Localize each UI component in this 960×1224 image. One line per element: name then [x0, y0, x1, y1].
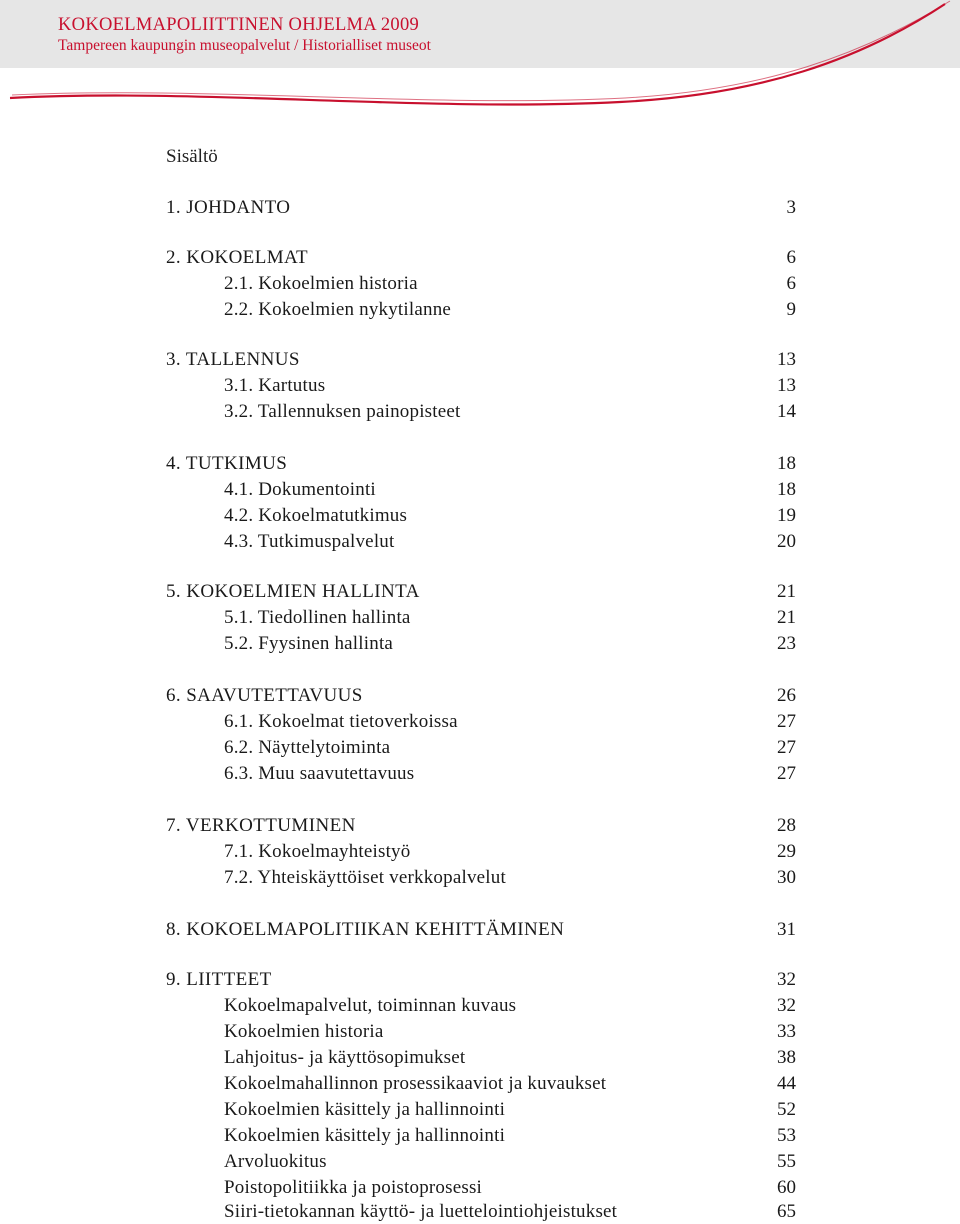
toc-entry-label: Kokoelmapalvelut, toiminnan kuvaus — [224, 995, 517, 1016]
toc-entry[interactable] — [166, 994, 796, 1018]
toc-entry[interactable] — [166, 1200, 796, 1224]
toc-entry-page: 3 — [786, 197, 796, 218]
toc-entry[interactable] — [166, 400, 796, 424]
toc-entry-label: 1. JOHDANTO — [166, 197, 291, 218]
toc-entry-page: 60 — [777, 1177, 796, 1198]
toc-entry[interactable] — [166, 530, 796, 554]
toc-entry-page: 21 — [777, 607, 796, 628]
toc-entry[interactable] — [166, 968, 796, 992]
toc-entry-label: 7.2. Yhteiskäyttöiset verkkopalvelut — [224, 867, 506, 888]
toc-entry-page: 65 — [777, 1201, 796, 1222]
toc-entry[interactable] — [166, 374, 796, 398]
toc-entry-label: 6.2. Näyttelytoiminta — [224, 737, 391, 758]
toc-entry-label: 6.1. Kokoelmat tietoverkoissa — [224, 711, 458, 732]
toc-entry-page: 21 — [777, 581, 796, 602]
toc-entry[interactable] — [166, 348, 796, 372]
toc-entry-label: Arvoluokitus — [224, 1151, 327, 1172]
toc-entry-page: 27 — [777, 737, 796, 758]
toc-entry-label: 9. LIITTEET — [166, 969, 272, 990]
toc-entry[interactable] — [166, 1124, 796, 1148]
toc-entry-label: 5. KOKOELMIEN HALLINTA — [166, 581, 420, 602]
toc-entry-label: 2.1. Kokoelmien historia — [224, 273, 418, 294]
toc-entry-label: 3. TALLENNUS — [166, 349, 300, 370]
toc-entry-page: 27 — [777, 711, 796, 732]
toc-entry-page: 55 — [777, 1151, 796, 1172]
toc-entry[interactable] — [166, 1046, 796, 1070]
toc-entry[interactable] — [166, 1098, 796, 1122]
toc-entry[interactable] — [166, 684, 796, 708]
toc-entry[interactable] — [166, 452, 796, 476]
toc-entry[interactable] — [166, 1020, 796, 1044]
toc-entry-label: Lahjoitus- ja käyttösopimukset — [224, 1047, 466, 1068]
toc-entry-label: 2. KOKOELMAT — [166, 247, 309, 268]
toc-entry[interactable] — [166, 246, 796, 270]
toc-entry-label: 4.1. Dokumentointi — [224, 479, 376, 500]
toc-entry-page: 6 — [786, 273, 796, 294]
toc-entry-label: 7. VERKOTTUMINEN — [166, 815, 356, 836]
toc-entry-label: 6. SAAVUTETTAVUUS — [166, 685, 363, 706]
toc-entry-page: 13 — [777, 375, 796, 396]
toc-entry[interactable] — [166, 736, 796, 760]
toc-entry-page: 27 — [777, 763, 796, 784]
toc-entry-label: 3.2. Tallennuksen painopisteet — [224, 401, 461, 422]
toc-entry[interactable] — [166, 918, 796, 942]
toc-entry[interactable] — [166, 504, 796, 528]
toc-entry-label: 4.3. Tutkimuspalvelut — [224, 531, 395, 552]
toc-entry-label: 5.2. Fyysinen hallinta — [224, 633, 394, 654]
toc-entry[interactable] — [166, 632, 796, 656]
toc-entry-page: 9 — [786, 299, 796, 320]
toc-entry-label: Poistopolitiikka ja poistoprosessi — [224, 1177, 483, 1198]
toc-entry[interactable] — [166, 814, 796, 838]
toc-entry-label: 7.1. Kokoelmayhteistyö — [224, 841, 411, 862]
toc-entry[interactable] — [166, 1072, 796, 1096]
toc-entry[interactable] — [166, 866, 796, 890]
toc-entry[interactable] — [166, 1176, 796, 1200]
toc-entry-page: 44 — [777, 1073, 796, 1094]
toc-entry[interactable] — [166, 298, 796, 322]
toc-entry-label: Siiri-tietokannan käyttö- ja luettelointiohjeistukset — [224, 1201, 618, 1222]
toc-entry-label: 2.2. Kokoelmien nykytilanne — [224, 299, 452, 320]
toc-entry[interactable] — [166, 840, 796, 864]
toc-heading: Sisältö — [166, 146, 218, 167]
toc-entry-label: 6.3. Muu saavutettavuus — [224, 763, 415, 784]
toc-entry[interactable] — [166, 478, 796, 502]
header-subtitle: Tampereen kaupungin museopalvelut / Historialliset museot — [58, 37, 431, 54]
toc-entry-page: 30 — [777, 867, 796, 888]
header-swoosh-decoration — [0, 0, 960, 110]
toc-entry-page: 32 — [777, 969, 796, 990]
toc-entry-page: 32 — [777, 995, 796, 1016]
toc-entry-page: 52 — [777, 1099, 796, 1120]
toc-entry-page: 6 — [786, 247, 796, 268]
toc-entry-label: Kokoelmahallinnon prosessikaaviot ja kuvaukset — [224, 1073, 607, 1094]
toc-entry-label: 3.1. Kartutus — [224, 375, 326, 396]
toc-entry-page: 38 — [777, 1047, 796, 1068]
toc-entry[interactable] — [166, 606, 796, 630]
toc-entry-page: 23 — [777, 633, 796, 654]
toc-entry-page: 28 — [777, 815, 796, 836]
toc-entry-label: Kokoelmien historia — [224, 1021, 384, 1042]
toc-entry-label: Kokoelmien käsittely ja hallinnointi — [224, 1125, 506, 1146]
toc-entry-label: 5.1. Tiedollinen hallinta — [224, 607, 411, 628]
toc-entry-page: 20 — [777, 531, 796, 552]
header-title: KOKOELMAPOLIITTINEN OHJELMA 2009 — [58, 15, 420, 35]
toc-entry-label: 4. TUTKIMUS — [166, 453, 288, 474]
toc-entry-page: 53 — [777, 1125, 796, 1146]
toc-entry[interactable] — [166, 710, 796, 734]
toc-entry-label: Kokoelmien käsittely ja hallinnointi — [224, 1099, 506, 1120]
toc-entry-page: 19 — [777, 505, 796, 526]
toc-entry-page: 26 — [777, 685, 796, 706]
toc-entry-page: 29 — [777, 841, 796, 862]
toc-entry-page: 18 — [777, 453, 796, 474]
toc-entry-page: 31 — [777, 919, 796, 940]
toc-entry[interactable] — [166, 580, 796, 604]
toc-entry-page: 18 — [777, 479, 796, 500]
toc-entry-page: 13 — [777, 349, 796, 370]
toc-entry-page: 14 — [777, 401, 796, 422]
toc-entry[interactable] — [166, 1150, 796, 1174]
toc-entry[interactable] — [166, 762, 796, 786]
toc-entry[interactable] — [166, 196, 796, 220]
toc-entry-page: 33 — [777, 1021, 796, 1042]
toc-entry-label: 8. KOKOELMAPOLITIIKAN KEHITTÄMINEN — [166, 919, 565, 940]
toc-entry[interactable] — [166, 272, 796, 296]
toc-entry-label: 4.2. Kokoelmatutkimus — [224, 505, 408, 526]
